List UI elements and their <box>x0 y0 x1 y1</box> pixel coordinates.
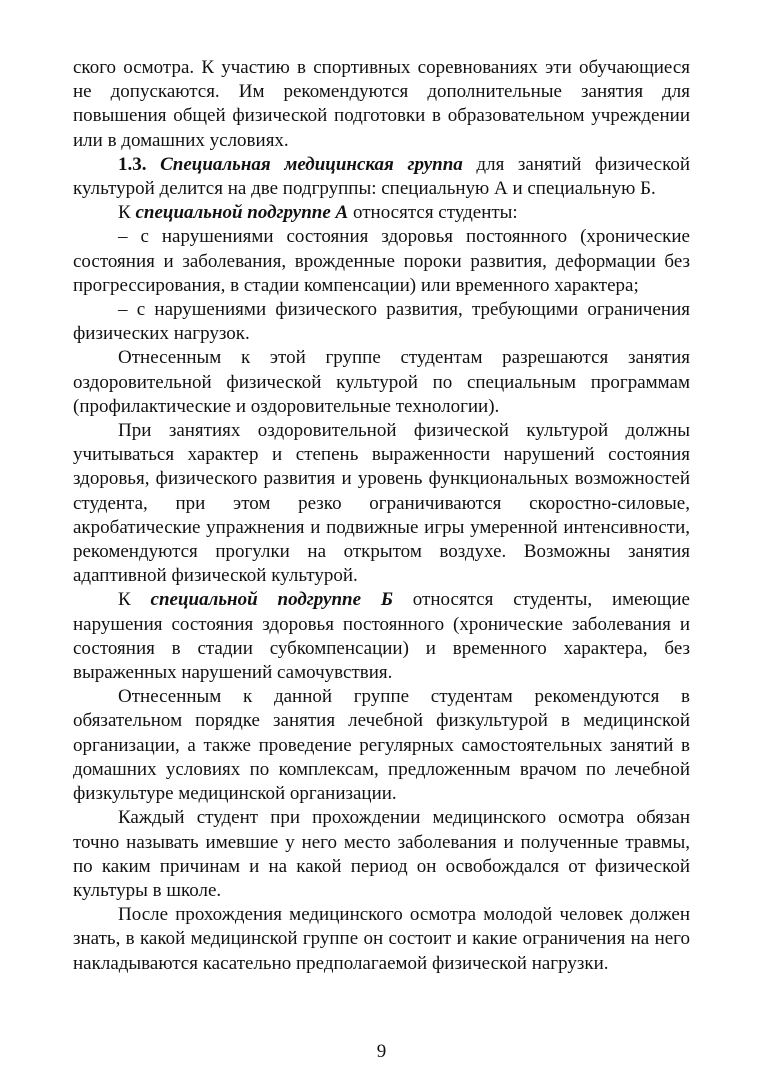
section-number: 1.3. <box>118 153 147 175</box>
paragraph-section-1-3 <box>73 153 690 201</box>
term-subgroup-a: специальной подгруппе А <box>135 202 349 224</box>
term-special-medical-group: Специальная медицинская группа <box>160 153 463 175</box>
paragraph-subgroup-b-intro <box>73 588 690 685</box>
paragraph-continuation: ского осмотра. К участию в спортивных соревнованиях эти обучающиеся не допускаются. Им рекомендуются дополнительные занятия для повышения общей физической подготовки в образовательном учреждении или в домашних условиях. <box>73 57 690 151</box>
list-item-physical-development: – с нарушениями физического развития, требующими ограничения физических нагрузок. <box>73 299 690 345</box>
list-item-health-disorders: – с нарушениями состояния здоровья постоянного (хронические состояния и заболевания, врожденные пороки развития, деформации без прогрессирования, в стадии компенсации) или временного характера; <box>73 226 690 296</box>
paragraph-lead: К <box>118 589 151 611</box>
page-number: 9 <box>376 1041 387 1062</box>
paragraph-subgroup-a-restrictions: При занятиях оздоровительной физической культурой должны учитываться характер и степень выраженности нарушений состояния здоровья, физического развития и уровень функциональных возможностей студента, при этом резко ограничиваются скоростно-силовые, акробатические упражнения и подвижные игры умеренной интенсивности, рекомендуются прогулки на открытом воздухе. Возможны занятия адаптивной физической культурой. <box>73 420 690 587</box>
paragraph-after-exam: После прохождения медицинского осмотра молодой человек должен знать, в какой медицинской группе он состоит и какие ограничения на него накладываются касательно предполагаемой физической нагрузки. <box>73 904 690 974</box>
paragraph-lead: К <box>118 202 136 224</box>
paragraph-text: относятся студенты, имеющие нарушения состояния здоровья постоянного (хронические заболевания и состояния в стадии субкомпенсации) и временного характера, без выраженных нарушений самочувствия. <box>73 589 690 684</box>
term-subgroup-b: специальной подгруппе Б <box>150 589 393 611</box>
paragraph-subgroup-b-recommendations: Отнесенным к данной группе студентам рекомендуются в обязательном порядке занятия лечебной физкультурой в медицинской организации, а также проведение регулярных самостоятельных занятий в домашних условиях по комплексам, предложенным врачом по лечебной физкультуре медицинской организации. <box>73 686 690 805</box>
paragraph-text: относятся студенты: <box>348 202 518 224</box>
page-body <box>73 56 690 1046</box>
paragraph-medical-exam-duty: Каждый студент при прохождении медицинского осмотра обязан точно называть имевшие у него место заболевания и полученные травмы, по каким причинам и на какой период он освобождался от физической культуры в школе. <box>73 807 690 901</box>
paragraph-subgroup-a-permitted: Отнесенным к этой группе студентам разрешаются занятия оздоровительной физической культурой по специальным программам (профилактические и оздоровительные технологии). <box>73 347 690 417</box>
paragraph-text: для занятий физической культурой делится на две подгруппы: специальную А и специальную Б. <box>73 153 691 200</box>
paragraph-subgroup-a-intro <box>73 201 690 225</box>
